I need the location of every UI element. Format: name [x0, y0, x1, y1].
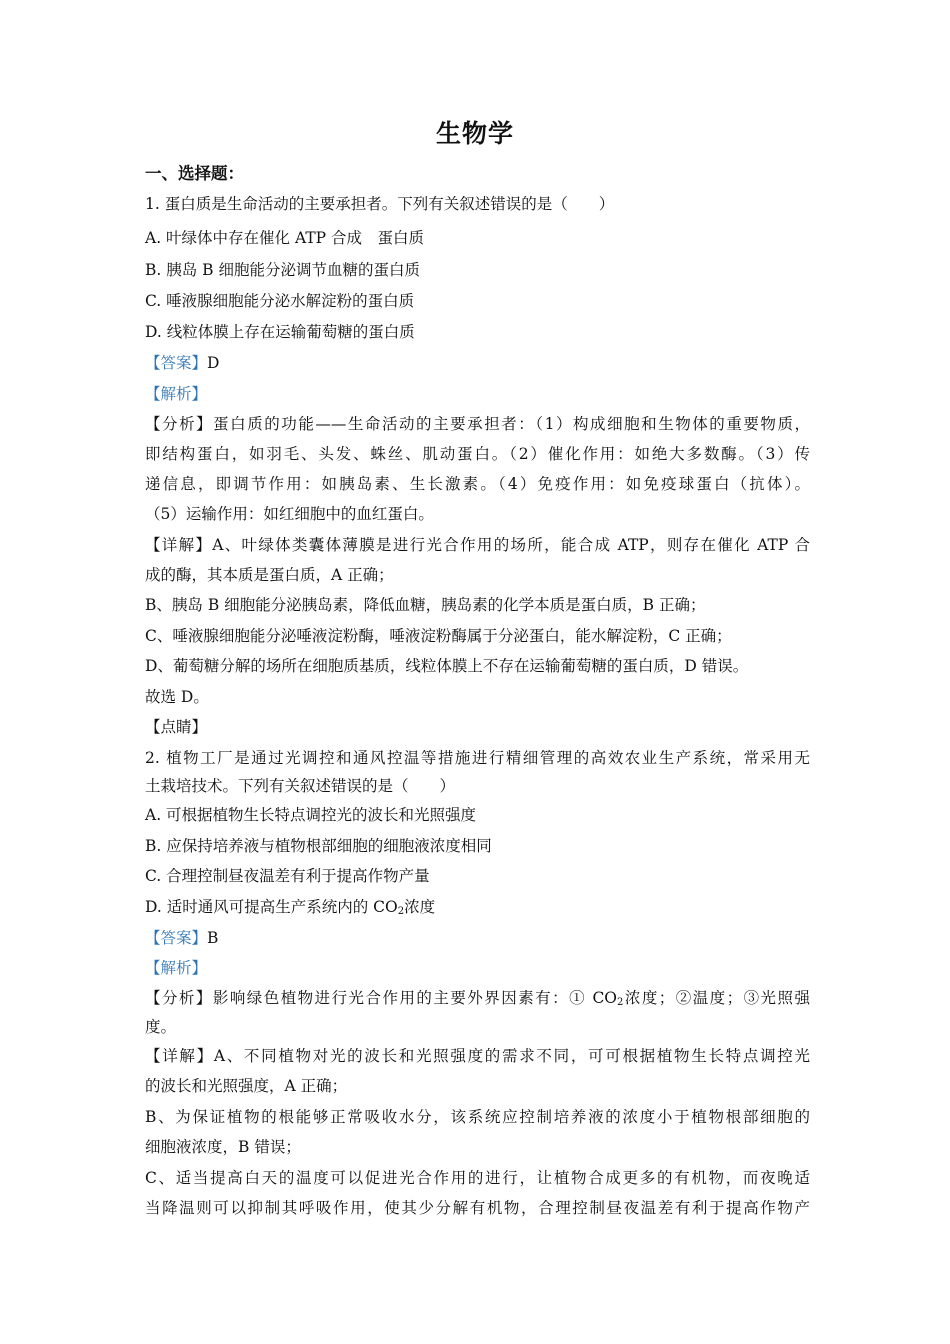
q2-option-d-text-end: 浓度: [404, 898, 436, 916]
q1-detail-line: 【详解】A、叶绿体类囊体薄膜是进行光合作用的场所，能合成 ATP，则存在催化 ATP 合: [145, 536, 810, 554]
q2-detail-line: 【详解】A、不同植物对光的波长和光照强度的需求不同，可可根据植物生长特点调控光: [145, 1047, 810, 1065]
q1-option-d: D. 线粒体膜上存在运输葡萄糖的蛋白质: [145, 323, 415, 341]
q2-analysis-line: [145, 987, 810, 1009]
q1-analysis-line: 【分析】蛋白质的功能——生命活动的主要承担者：（1）构成细胞和生物体的重要物质，: [145, 415, 810, 433]
q2-option-d: [145, 896, 810, 918]
q2-analysis-text: 【分析】影响绿色植物进行光合作用的主要外界因素有：① CO: [145, 989, 618, 1007]
q2-stem-line: 2. 植物工厂是通过光调控和通风控温等措施进行精细管理的高效农业生产系统，常采用无: [145, 749, 810, 767]
q2-analysis-text-end: 浓度；②温度；③光照强: [623, 989, 810, 1007]
q2-answer-line: [145, 927, 810, 949]
q2-stem-line: 土栽培技术。下列有关叙述错误的是（ ）: [145, 777, 456, 795]
q2-option-d-text: D. 适时通风可提高生产系统内的 CO: [145, 898, 398, 916]
q1-detail-line: 成的酶，其本质是蛋白质，A 正确；: [145, 566, 394, 584]
q2-answer-tag: 【答案】: [145, 929, 208, 947]
q1-detail-line: B、胰岛 B 细胞能分泌胰岛素，降低血糖，胰岛素的化学本质是蛋白质，B 正确；: [145, 596, 706, 614]
q2-option-c: C. 合理控制昼夜温差有利于提高作物产量: [145, 867, 430, 885]
section-heading: 一、选择题：: [145, 164, 244, 183]
q2-analysis-tag: 【解析】: [145, 959, 208, 977]
q1-detail-line: D、葡萄糖分解的场所在细胞质基质，线粒体膜上不存在运输葡萄糖的蛋白质，D 错误。: [145, 657, 749, 675]
q1-analysis-line: （5）运输作用：如红细胞中的血红蛋白。: [145, 505, 434, 523]
q2-option-b: B. 应保持培养液与植物根部细胞的细胞液浓度相同: [145, 837, 492, 855]
q1-detail-line: 故选 D。: [145, 688, 209, 706]
page-title: 生物学: [435, 119, 514, 148]
q1-option-b: B. 胰岛 B 细胞能分泌调节血糖的蛋白质: [145, 261, 420, 279]
q2-answer-value: B: [207, 929, 219, 947]
q1-answer-value: D: [207, 354, 220, 372]
subscript: 2: [397, 906, 405, 917]
q2-detail-line: C、适当提高白天的温度可以促进光合作用的进行，让植物合成更多的有机物，而夜晚适: [145, 1169, 810, 1187]
q2-detail-line: B、为保证植物的根能够正常吸收水分，该系统应控制培养液的浓度小于植物根部细胞的: [145, 1108, 810, 1126]
q2-detail-line: 当降温则可以抑制其呼吸作用，使其少分解有机物，合理控制昼夜温差有利于提高作物产: [145, 1199, 810, 1217]
q1-answer-line: [145, 352, 810, 374]
q2-detail-line: 的波长和光照强度，A 正确；: [145, 1077, 348, 1095]
q1-detail-line: C、唾液腺细胞能分泌唾液淀粉酶，唾液淀粉酶属于分泌蛋白，能水解淀粉，C 正确；: [145, 627, 732, 645]
q2-option-a: A. 可根据植物生长特点调控光的波长和光照强度: [145, 806, 477, 824]
q1-comment: 【点睛】: [145, 718, 208, 736]
q1-analysis-tag: 【解析】: [145, 385, 208, 403]
q1-stem: 1. 蛋白质是生命活动的主要承担者。下列有关叙述错误的是（ ）: [145, 195, 615, 213]
q1-analysis-line: 递信息，即调节作用：如胰岛素、生长激素。（4）免疫作用：如免疫球蛋白（抗体）。: [145, 475, 810, 493]
q1-option-c: C. 唾液腺细胞能分泌水解淀粉的蛋白质: [145, 292, 415, 310]
q1-option-a: A. 叶绿体中存在催化 ATP 合成 蛋白质: [145, 229, 425, 247]
subscript: 2: [617, 997, 624, 1008]
q1-analysis-line: 即结构蛋白，如羽毛、头发、蛛丝、肌动蛋白。（2）催化作用：如绝大多数酶。（3）传: [145, 445, 810, 463]
q2-analysis-line: 度。: [145, 1018, 177, 1036]
q2-detail-line: 细胞液浓度，B 错误；: [145, 1138, 301, 1156]
q1-answer-tag: 【答案】: [145, 354, 208, 372]
